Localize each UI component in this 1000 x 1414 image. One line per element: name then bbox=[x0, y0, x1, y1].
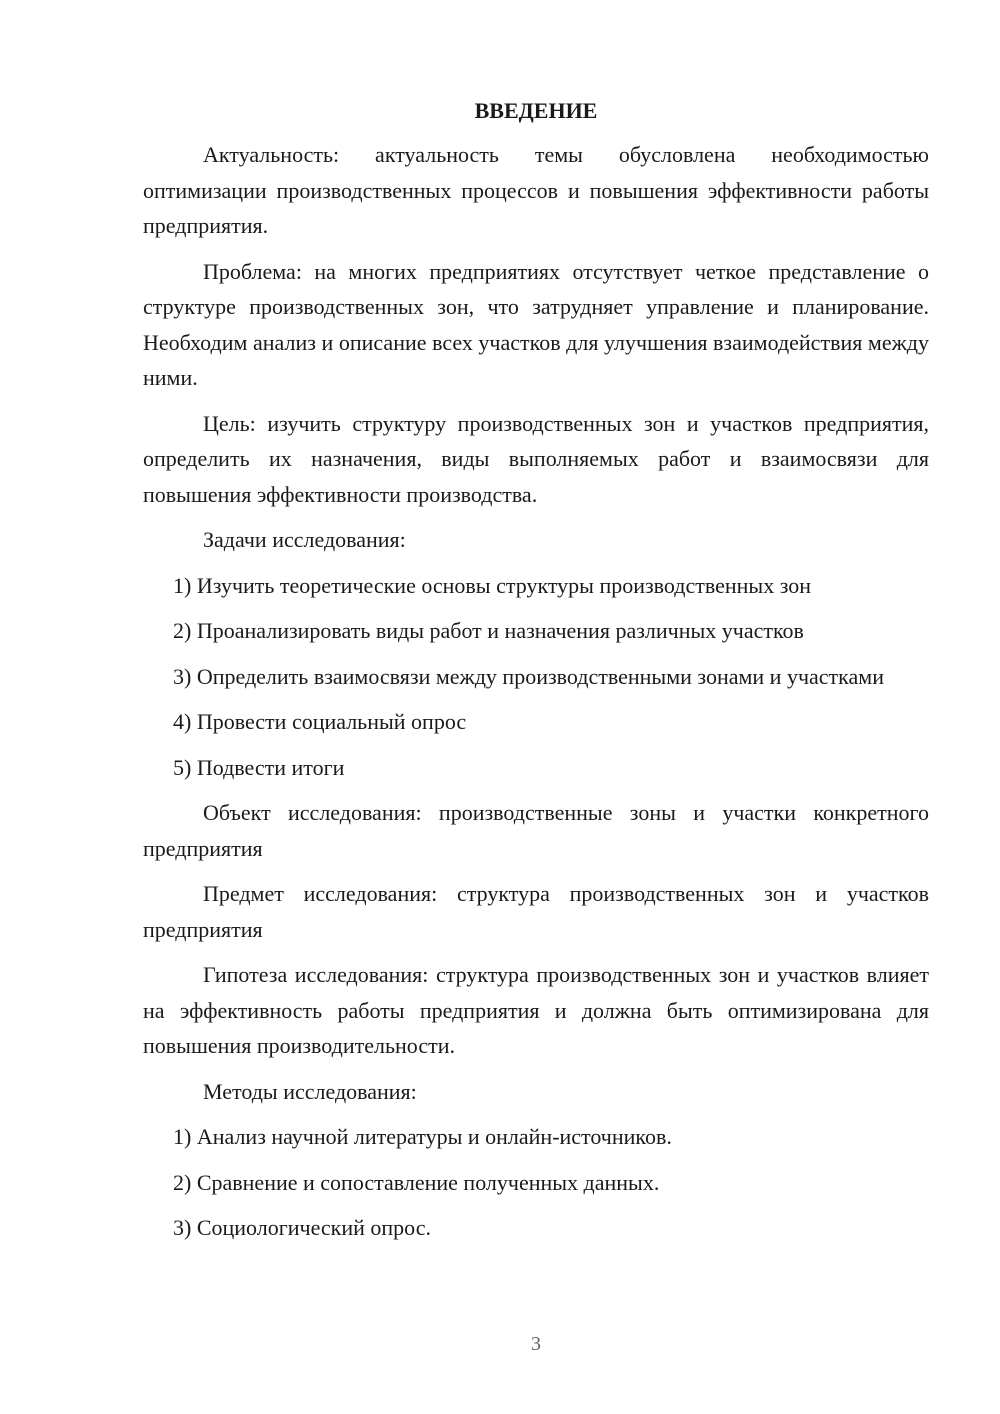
paragraph-tasks-heading: Задачи исследования: bbox=[203, 527, 406, 552]
paragraph-methods-heading: Методы исследования: bbox=[203, 1078, 417, 1104]
method-item-1: 1) Анализ научной литературы и онлайн-источников. bbox=[173, 1124, 672, 1149]
paragraph-problem: Проблема: на многих предприятиях отсутствует четкое представление о структуре производственных зон, что затрудняет управление и планирование. Необходим анализ и описание всех участков для улучшения взаимодействия между ними. bbox=[143, 258, 929, 390]
method-item-2: 2) Сравнение и сопоставление полученных данных. bbox=[173, 1169, 660, 1195]
paragraph-relevance: Актуальность: актуальность темы обусловлена необходимостью оптимизации производственных процессов и повышения эффективности работы предприятия. bbox=[143, 142, 929, 238]
page-number: 3 bbox=[531, 1333, 541, 1355]
paragraph-subject: Предмет исследования: структура производственных зон и участков предприятия bbox=[143, 881, 929, 942]
page-title: ВВЕДЕНИЕ bbox=[474, 98, 598, 123]
paragraph-hypothesis: Гипотеза исследования: структура производственных зон и участков влияет на эффективность работы предприятия и должна быть оптимизирована для повышения производительности. bbox=[143, 962, 929, 1058]
paragraph-goal: Цель: изучить структуру производственных зон и участков предприятия, определить их назначения, виды выполняемых работ и взаимосвязи для повышения эффективности производства. bbox=[143, 410, 929, 507]
method-item-3: 3) Социологический опрос. bbox=[173, 1215, 431, 1240]
page-content bbox=[143, 95, 929, 1256]
task-item-5: 5) Подвести итоги bbox=[173, 754, 345, 780]
task-item-4: 4) Провести социальный опрос bbox=[173, 709, 467, 734]
task-item-1: 1) Изучить теоретические основы структуры производственных зон bbox=[173, 572, 812, 598]
paragraph-object: Объект исследования: производственные зоны и участки конкретного предприятия bbox=[143, 800, 929, 861]
task-item-2: 2) Проанализировать виды работ и назначения различных участков bbox=[173, 618, 804, 643]
task-item-3: 3) Определить взаимосвязи между производственными зонами и участками bbox=[173, 663, 884, 689]
